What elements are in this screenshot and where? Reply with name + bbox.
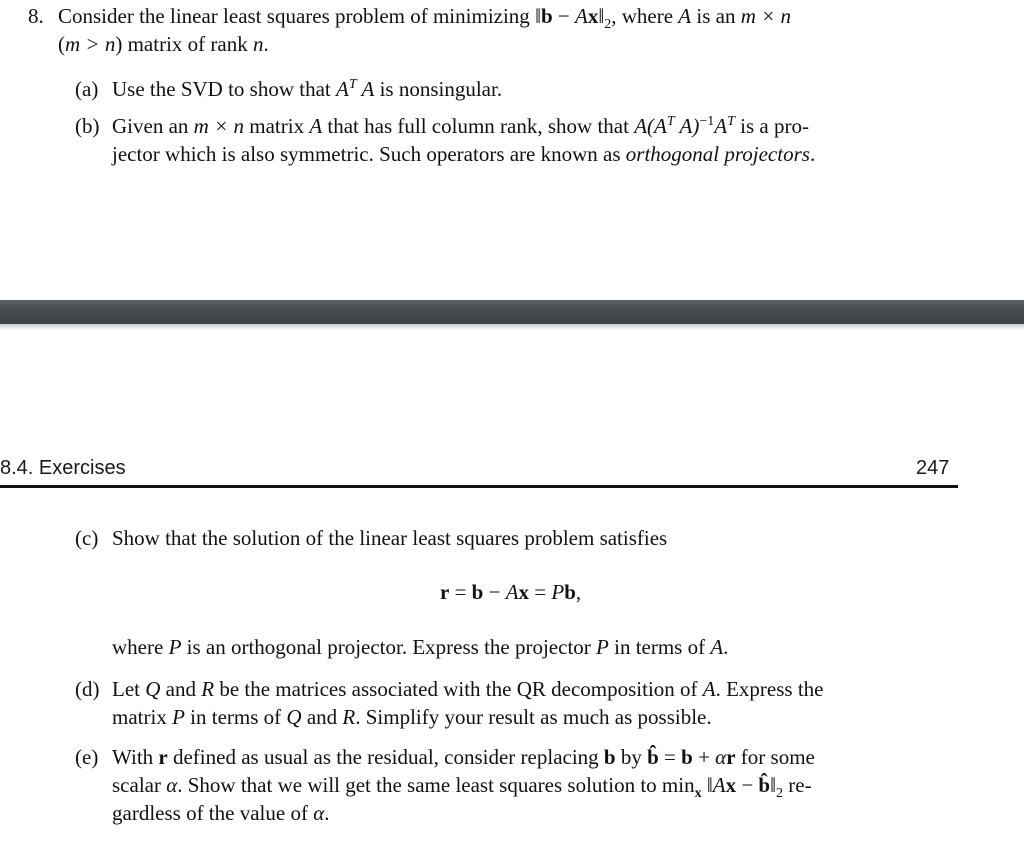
part-e-text: gardless of the value of bbox=[112, 801, 314, 825]
vector-b: b bbox=[564, 580, 576, 604]
dimension-m-by-n: m × n bbox=[740, 4, 792, 28]
part-b-line2 bbox=[112, 140, 815, 168]
intro-text: ) matrix of rank bbox=[115, 32, 253, 56]
norm-subscript: 2 bbox=[776, 786, 784, 801]
part-e-text: by bbox=[615, 745, 648, 769]
part-d-label: (d) bbox=[75, 677, 100, 701]
rank-n: n bbox=[252, 32, 264, 56]
orthogonal-projectors-term: orthogonal projectors bbox=[625, 142, 810, 166]
part-e-text: . bbox=[324, 801, 330, 825]
part-e-text: . Show that we will get the same least squares solution to min bbox=[177, 773, 695, 797]
scalar-alpha: α bbox=[166, 773, 178, 797]
vector-b-hat: b̂ bbox=[758, 773, 771, 797]
scalar-alpha: α bbox=[313, 801, 325, 825]
matrix-R: R bbox=[342, 705, 356, 729]
page-number: 247 bbox=[916, 457, 950, 479]
norm-subscript: 2 bbox=[604, 17, 612, 32]
part-b-text: that has full column rank, show that bbox=[322, 114, 635, 138]
part-d-text: . Simplify your result as much as possible. bbox=[355, 705, 712, 729]
header-rule bbox=[0, 485, 958, 488]
equation-comma: , bbox=[575, 580, 582, 604]
matrix-A: A bbox=[505, 580, 519, 604]
part-e-text: for some bbox=[735, 745, 815, 769]
part-e-text: defined as usual as the residual, consider replacing bbox=[167, 745, 604, 769]
part-c-label: (c) bbox=[75, 526, 99, 550]
problem-8-intro-line2 bbox=[58, 30, 269, 58]
minus-sign: − bbox=[483, 580, 506, 604]
matrix-P: P bbox=[168, 635, 182, 659]
intro-text: . bbox=[263, 32, 269, 56]
part-d-text: Let bbox=[112, 677, 146, 701]
vector-b: b bbox=[681, 745, 693, 769]
part-e-label: (e) bbox=[75, 745, 99, 769]
projector-formula: A(A bbox=[634, 114, 667, 138]
intro-text: is an bbox=[691, 4, 741, 28]
matrix-Q: Q bbox=[286, 705, 302, 729]
matrix-P: P bbox=[551, 580, 565, 604]
matrix-Q: Q bbox=[145, 677, 161, 701]
part-d-text: . Express the bbox=[715, 677, 824, 701]
part-b-text: jector which is also symmetric. Such operators are known as bbox=[112, 142, 626, 166]
page-break-shadow bbox=[0, 324, 1024, 330]
vector-r: r bbox=[158, 745, 168, 769]
part-a-suffix: is nonsingular. bbox=[374, 77, 503, 101]
part-d-text: and bbox=[301, 705, 343, 729]
part-c-text: is an orthogonal projector. Express the projector bbox=[181, 635, 597, 659]
norm-close: ‖ bbox=[598, 4, 605, 28]
part-c-followup bbox=[112, 633, 728, 661]
part-d-text: matrix bbox=[112, 705, 173, 729]
matrix-A: A bbox=[336, 77, 349, 101]
transpose-superscript: T bbox=[666, 114, 675, 129]
transpose-superscript: T bbox=[348, 77, 357, 92]
dimension-m-by-n: m × n bbox=[193, 114, 244, 138]
matrix-P: P bbox=[172, 705, 185, 729]
matrix-A: A bbox=[356, 77, 375, 101]
vector-b: b bbox=[471, 580, 484, 604]
page-break-bar bbox=[0, 300, 1024, 324]
intro-text: ( bbox=[58, 32, 65, 56]
part-e-line3 bbox=[112, 799, 329, 827]
vector-b: b bbox=[540, 4, 553, 28]
vector-b-hat: b̂ bbox=[647, 745, 659, 769]
norm-open: ‖ bbox=[535, 4, 541, 28]
part-b-label: (b) bbox=[75, 114, 100, 138]
projector-formula: A bbox=[714, 114, 728, 138]
part-a-label: (a) bbox=[75, 77, 99, 101]
transpose-superscript: T bbox=[727, 114, 735, 129]
norm-open: ‖ bbox=[701, 773, 713, 797]
intro-text: Consider the linear least squares problem of minimizing bbox=[58, 4, 536, 28]
matrix-A: A bbox=[712, 773, 726, 797]
matrix-A: A bbox=[309, 114, 323, 138]
vector-x: x bbox=[725, 773, 737, 797]
part-c-text: in terms of bbox=[608, 635, 711, 659]
part-e-text: With bbox=[112, 745, 159, 769]
part-b-text: . bbox=[809, 142, 816, 166]
part-b-text: matrix bbox=[244, 114, 310, 138]
part-a-prefix: Use the SVD to show that bbox=[112, 77, 336, 101]
matrix-A: A bbox=[710, 635, 724, 659]
part-b-text: Given an bbox=[112, 114, 194, 138]
section-header: 8.4. Exercises bbox=[0, 457, 126, 479]
matrix-A: A bbox=[678, 4, 692, 28]
equals-sign: = bbox=[529, 580, 552, 604]
part-b-text: is a pro- bbox=[734, 114, 809, 138]
part-c-text: . bbox=[723, 635, 729, 659]
matrix-P: P bbox=[596, 635, 609, 659]
residual-equation bbox=[440, 578, 581, 606]
part-d-text: in terms of bbox=[184, 705, 287, 729]
projector-formula: A) bbox=[674, 114, 700, 138]
vector-r: r bbox=[726, 745, 736, 769]
matrix-A: A bbox=[702, 677, 716, 701]
equals-sign: = bbox=[449, 580, 472, 604]
matrix-A: A bbox=[575, 4, 588, 28]
plus-sign: + bbox=[692, 745, 716, 769]
part-e-text: scalar bbox=[112, 773, 167, 797]
inverse-superscript: −1 bbox=[699, 114, 715, 129]
norm-close: ‖ bbox=[770, 773, 777, 797]
part-b-line1 bbox=[112, 112, 809, 140]
minus-sign: − bbox=[552, 4, 575, 28]
part-e-line2 bbox=[112, 771, 812, 799]
scalar-alpha: α bbox=[715, 745, 727, 769]
part-c-text: where bbox=[112, 635, 169, 659]
m-greater-n: m > n bbox=[65, 32, 116, 56]
part-a-text bbox=[112, 75, 502, 103]
equals-sign: = bbox=[658, 745, 682, 769]
part-d-line2 bbox=[112, 703, 712, 731]
part-c-text: Show that the solution of the linear least squares problem satisfies bbox=[112, 526, 668, 550]
min-subscript: x bbox=[694, 786, 702, 801]
part-d-text: and bbox=[160, 677, 202, 701]
part-e-text: re- bbox=[783, 773, 812, 797]
matrix-R: R bbox=[201, 677, 215, 701]
minus-sign: − bbox=[736, 773, 759, 797]
part-d-text: be the matrices associated with the QR decomposition of bbox=[214, 677, 703, 701]
part-e-line1 bbox=[112, 743, 815, 771]
vector-b: b bbox=[603, 745, 616, 769]
problem-8-intro-line1 bbox=[58, 2, 791, 30]
vector-r: r bbox=[440, 580, 450, 604]
problem-8-number: 8. bbox=[28, 4, 44, 28]
vector-x: x bbox=[587, 4, 599, 28]
vector-x: x bbox=[518, 580, 530, 604]
intro-text: , where bbox=[611, 4, 679, 28]
part-d-line1 bbox=[112, 675, 824, 703]
